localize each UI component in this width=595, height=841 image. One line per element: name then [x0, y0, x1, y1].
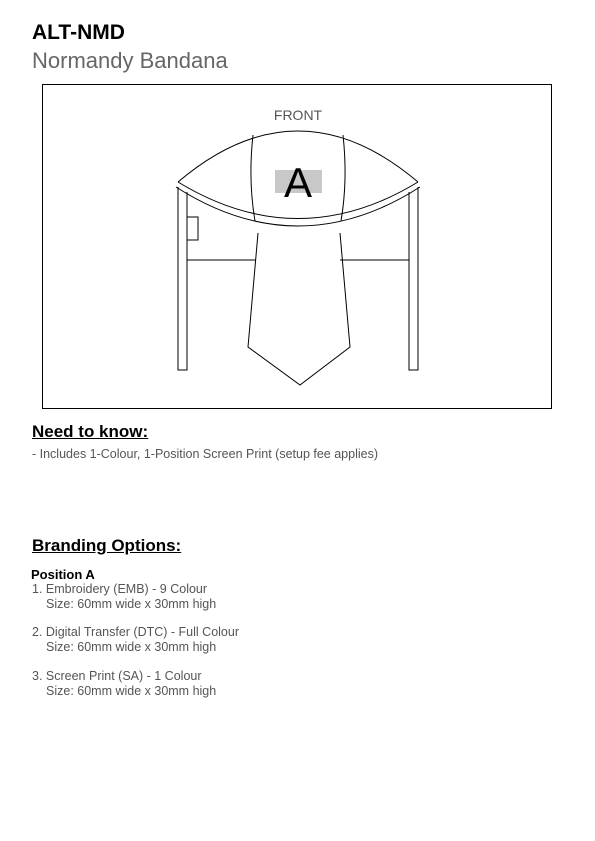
- position-marker-a: A: [283, 159, 313, 206]
- option-label: 1. Embroidery (EMB) - 9 Colour: [32, 582, 208, 596]
- option-size: Size: 60mm wide x 30mm high: [46, 684, 217, 698]
- position-a-heading: Position A: [31, 567, 95, 582]
- branding-options-heading: Branding Options:: [32, 536, 182, 555]
- view-label: FRONT: [273, 107, 323, 123]
- option-size: Size: 60mm wide x 30mm high: [46, 640, 217, 654]
- need-to-know-heading: Need to know:: [32, 422, 149, 441]
- option-label: 3. Screen Print (SA) - 1 Colour: [32, 669, 202, 683]
- bandana-drawing: [43, 85, 553, 410]
- product-diagram: [42, 84, 552, 409]
- branding-option: [32, 582, 216, 612]
- need-to-know-item: - Includes 1-Colour, 1-Position Screen Print (setup fee applies): [32, 447, 379, 461]
- option-label: 2. Digital Transfer (DTC) - Full Colour: [32, 625, 239, 639]
- branding-option: [32, 625, 239, 655]
- product-code: ALT-NMD: [32, 21, 125, 44]
- branding-option: [32, 669, 216, 699]
- option-size: Size: 60mm wide x 30mm high: [46, 597, 217, 611]
- product-name: Normandy Bandana: [32, 48, 228, 73]
